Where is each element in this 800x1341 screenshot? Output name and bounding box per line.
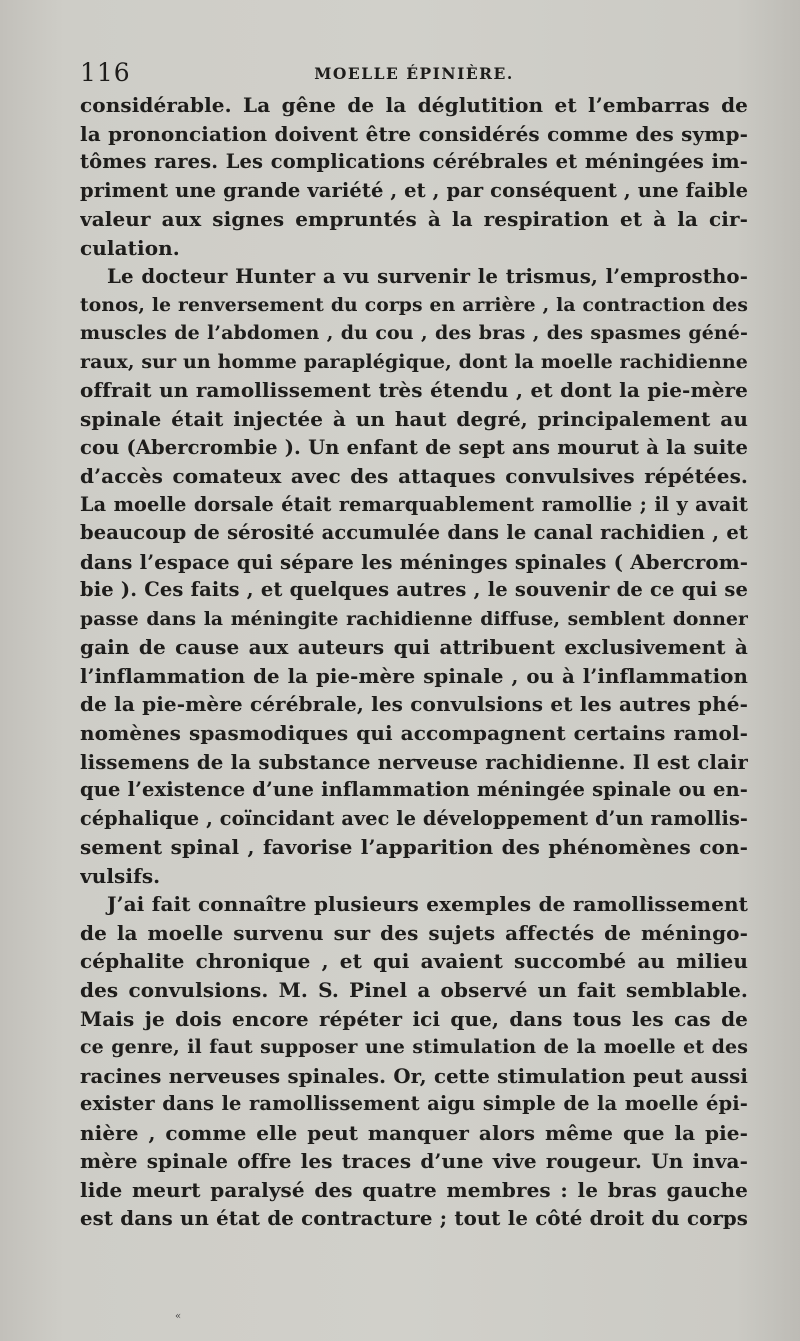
page-number: 116 <box>80 58 131 87</box>
text-line: offrait un ramollissement très étendu , et dont la pie-mère <box>80 378 748 403</box>
text-line: céphalite chronique , et qui avaient succombé au milieu <box>80 949 748 974</box>
text-line: spinale était injectée à un haut degré, principalement au <box>80 407 748 432</box>
text-line: est dans un état de contracture ; tout le côté droit du corps <box>80 1206 748 1231</box>
text-line: beaucoup de sérosité accumulée dans le canal rachidien , et <box>80 521 748 545</box>
text-line: de la moelle survenu sur des sujets affectés de méningo- <box>80 920 748 945</box>
text-line: céphalique , coïncidant avec le développement d’un ramollis- <box>80 806 748 830</box>
text-line: lissemens de la substance nerveuse rachidienne. Il est clair <box>80 749 748 774</box>
text-line: muscles de l’abdomen , du cou , des bras , des spasmes géné- <box>80 322 748 345</box>
text-line: La moelle dorsale était remarquablement ramollie ; il y avait <box>80 492 748 516</box>
text-line: gain de cause aux auteurs qui attribuent exclusivement à <box>80 635 748 660</box>
text-line: que l’existence d’une inflammation méningée spinale ou en- <box>80 778 748 802</box>
text-line: tonos, le renversement du corps en arrière , la contraction des <box>80 293 748 316</box>
text-line: lide meurt paralysé des quatre membres : le bras gauche <box>80 1177 748 1202</box>
text-line: cou (Abercrombie ). Un enfant de sept ans mourut à la suite <box>80 435 748 459</box>
text-line: ce genre, il faut supposer une stimulation de la moelle et des <box>80 1036 748 1059</box>
text-line: considérable. La gêne de la déglutition et l’embarras de <box>80 93 748 117</box>
text-line: des convulsions. M. S. Pinel a observé un fait semblable. <box>80 977 748 1002</box>
text-line: tômes rares. Les complications cérébrales et méningées im- <box>80 150 748 174</box>
text-line: nière , comme elle peut manquer alors même que la pie- <box>80 1120 748 1145</box>
text-line: l’inflammation de la pie-mère spinale , ou à l’inflammation <box>80 663 748 688</box>
text-line: Mais je dois encore répéter ici que, dans tous les cas de <box>80 1006 748 1031</box>
text-line: exister dans le ramollissement aigu simple de la moelle épi- <box>80 1092 748 1116</box>
footer-mark: « <box>175 1311 182 1322</box>
text-line: sement spinal , favorise l’apparition des phénomènes con- <box>80 835 748 860</box>
text-line: racines nerveuses spinales. Or, cette stimulation peut aussi <box>80 1063 748 1088</box>
text-line: d’accès comateux avec des attaques convulsives répétées. <box>80 464 748 489</box>
page-header <box>80 58 748 88</box>
text-line: vulsifs. <box>80 863 161 888</box>
text-line: nomènes spasmodiques qui accompagnent certains ramol- <box>80 721 748 746</box>
body-text <box>80 91 748 1233</box>
text-line: passe dans la méningite rachidienne diffuse, semblent donner <box>80 607 748 630</box>
text-line: bie ). Ces faits , et quelques autres , le souvenir de ce qui se <box>80 578 748 602</box>
running-head: MOELLE ÉPINIÈRE. <box>314 64 514 83</box>
text-line: Le docteur Hunter a vu survenir le trismus, l’emprostho- <box>107 264 748 289</box>
text-line: la prononciation doivent être considérés comme des symp- <box>80 121 748 146</box>
text-line: valeur aux signes empruntés à la respiration et à la cir- <box>80 207 748 232</box>
text-line: J’ai fait connaître plusieurs exemples de ramollissement <box>107 892 748 917</box>
text-line: raux, sur un homme paraplégique, dont la moelle rachidienne <box>80 350 748 373</box>
text-line: mère spinale offre les traces d’une vive rougeur. Un inva- <box>80 1149 748 1174</box>
text-line: culation. <box>80 235 180 260</box>
text-line: priment une grande variété , et , par conséquent , une faible <box>80 178 748 202</box>
text-line: dans l’espace qui sépare les méninges spinales ( Abercrom- <box>80 549 748 574</box>
text-line: de la pie-mère cérébrale, les convulsions et les autres phé- <box>80 692 748 717</box>
